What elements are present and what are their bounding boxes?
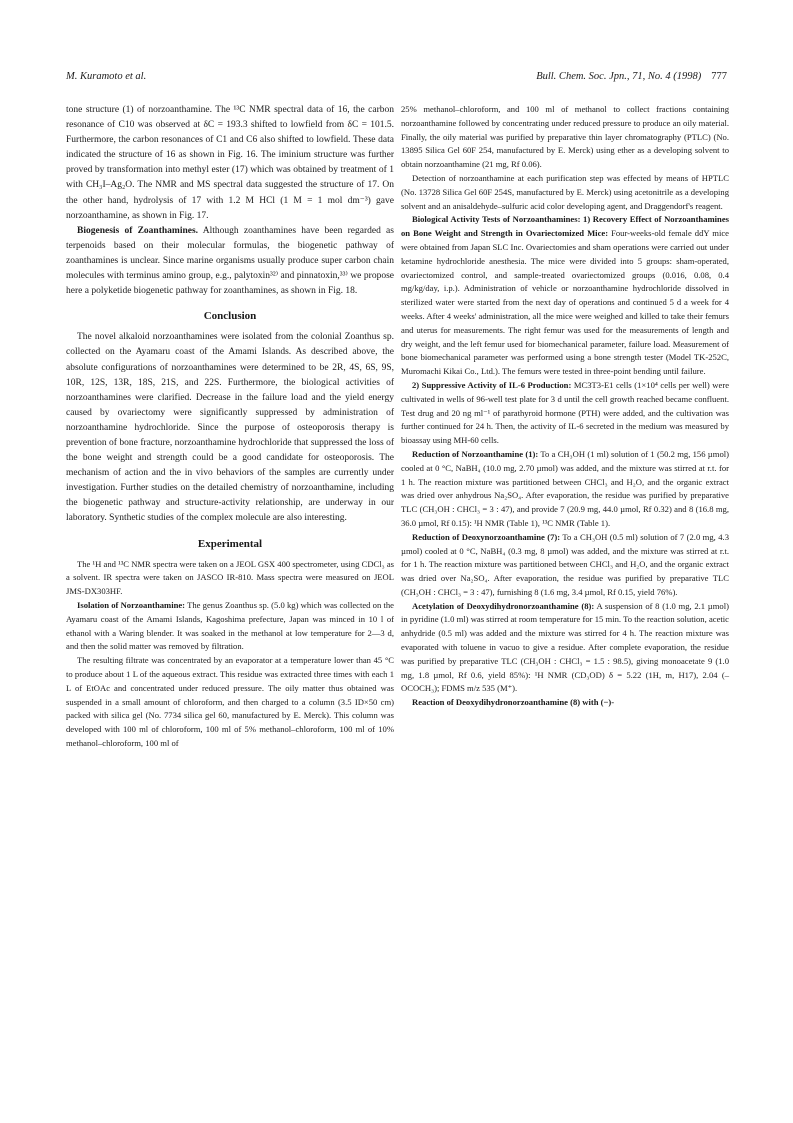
paragraph-biogenesis (66, 224, 394, 299)
section-head-bioactivity: Biological Activity Tests of Norzoanthamines: 1) Recovery Effect of Norzoanthamines on Bone Weight and Strength in Ovariectomized Mice: (401, 214, 729, 239)
paragraph-iminium: tone structure (1) of norzoanthamine. The ¹³C NMR spectral data of 16, the carbon resonance of C10 was observed at δC = 193.3 shifted to lowfield from δC = 101.5. Furthermore, the carbon resonances of C1 and C6 also shifted to lowfield. These data indicated the structure of 16 as shown in Fig. 16. The iminium structure was further proved by transformation into methyl ester (17) which was obtained by treatment of 1 with CH₃I–Ag₂O. The NMR and MS spectral data suggested the structure of 17. On the other hand, hydrolysis of 17 with 1.2 M HCl (1 M = 1 mol dm⁻³) gave norzoanthamine, as shown in Fig. 17. (66, 105, 394, 221)
section-head-reduction: Reduction of Norzoanthamine (1): (412, 448, 539, 459)
section-head-reaction: Reaction of Deoxydihydronorzoanthamine (8) with (−)- (412, 697, 615, 708)
right-column (401, 103, 729, 710)
running-head (66, 71, 727, 87)
section-head-acetylation: Acetylation of Deoxydihydronorzoanthamine (8): (412, 600, 595, 611)
section-head-il6: 2) Suppressive Activity of IL-6 Production: (412, 379, 572, 390)
paragraph-reduction-deoxy (401, 531, 729, 600)
section-head-reduction-deoxy: Reduction of Deoxynorzoanthamine (7): (412, 531, 561, 542)
il6-text: MC3T3-E1 cells (1×10⁴ cells per well) were cultivated in wells of 96-well test plate for 3 d until the cell growth reached became confluent. Test drug and 20 ng ml⁻¹ of parathyroid hormone (PTH) were added, and the cultivation was further continued for 24 h. Then, the activity of IL-6 secreted in the medium was measured by bioassay using MH-60 cells. (401, 379, 730, 446)
paragraph-reaction (401, 696, 729, 710)
biogenesis-text: Although zoanthamines have been regarded as terpenoids based on their molecular formulas, the biogenetic pathway of zoanthamines is unclear. Since marine organisms usually produce super carbon chain molecules with terminus amino group, e.g., palytoxin³²⁾ and pinnatoxin,³³⁾ we propose here a polyketide biogenetic pathway for zoanthamines, as shown in Fig. 18. (66, 225, 394, 297)
running-head-journal (536, 71, 727, 82)
running-head-authors: M. Kuramoto et al. (66, 71, 147, 82)
section-head-isolation: Isolation of Norzoanthamine: (77, 600, 186, 611)
paragraph-detection: Detection of norzoanthamine at each purification step was effected by means of HPTLC (No. 13728 Silica Gel 60F 254S, manufactured by E. Merck) using acetonitrile as a developing solvent and an anisaldehyde–sulfuric acid color developing agent, and Draggendorf's reagent. (401, 172, 729, 211)
bioactivity-text: Four-weeks-old female ddY mice were obtained from Japan SLC Inc. Ovariectomies and sham operations were carried out under ketamine hydrochloride anesthesia. The mice were divided into 5 groups: sham-operated, ovariectomized control, and sample-treated ovariectomized groups (0.016, 0.08, 0.4 mg/kg/day, i.p.). Administration of vehicle or norzoanthamine hydrochloride dissolved in sterilized water were started from the next day of operations and continued 5 d a week for 4 weeks. After 4 weeks' administration, all the mice were weighed and killed to take their femurs and uterus for measurements. The right femur was used for the measurements of length and dry weight, and the left femur used for biomechanical parameter, failure load. Measurement of bone biomechanical parameter was performed using a bone strength tester (Model TK-252C, Muromachi Kikai Co., Ltd.). The femurs were tested in three-point bending until failure. (401, 228, 729, 377)
paragraph-reduction (401, 448, 729, 531)
experimental-heading: Experimental (197, 537, 263, 550)
conclusion-heading: Conclusion (203, 310, 257, 323)
paragraph-purification-cont: 25% methanol–chloroform, and 100 ml of methanol to collect fractions containing norzoanthamine followed by concentrating under reduced pressure to produce an oily material. Finally, the oily material was purified by preparative thin layer chromatography (PTLC) (No. 13895 Silica Gel 60F 254, manufactured by E. Merck) using ether as a developing solvent to obtain norzoanthamine (21 mg, Rf 0.06). (401, 104, 729, 170)
paragraph-isolation (66, 599, 394, 654)
paragraph-acetylation (401, 600, 729, 697)
journal-citation: Bull. Chem. Soc. Jpn., 71, No. 4 (1998) (536, 71, 702, 82)
reduction-text: To a CH₃OH (1 ml) solution of 1 (50.2 mg, 156 µmol) cooled at 0 °C, NaBH₄ (10.0 mg, 2.70 µmol) was added, and the mixture was stirred at r.t. for 1 h. The reaction mixture was partitioned between CHCl₃ and H₂O, and the organic extract was dried over anhydrous Na₂SO₄. After evaporation, the residue was purified by preparative TLC (CH₃OH : CHCl₃ = 3 : 47), and provide 7 (20.9 mg, 44.0 µmol, Rf 0.32) and 8 (16.8 mg, 36.0 µmol, Rf 0.15): ¹H NMR (Table 1), ¹³C NMR (Table 1). (401, 448, 729, 528)
page-number: 777 (711, 71, 727, 82)
paragraph-filtrate: The resulting filtrate was concentrated by an evaporator at a temperature lower than 45 °C to produce about 1 L of the aqueous extract. This residue was extracted three times with each 1 L of EtOAc and concentrated under reduced pressure. The oily matter thus obtained was suspended in a small amount of chloroform, and then charged to a column (3.5 ID×50 cm) packed with silica gel (No. 7734 silica gel 60, manufactured by E. Merck). This column was developed with 100 ml of chloroform, 100 ml of 5% methanol–chloroform, 100 ml of 10% methanol–chloroform, 100 ml of (66, 655, 394, 748)
reduction-deoxy-text: To a CH₃OH (0.5 ml) solution of 7 (2.0 mg, 4.3 µmol) cooled at 0 °C, NaBH₄ (0.3 mg, 8 µmol) was added, and the mixture was stirred at r.t. for 1 h. The reaction mixture was partitioned between CHCl₃ and H₂O, and the organic extract was dried over Na₂SO₄. After evaporation, the residue was purified by preparative TLC (CH₃OH : CHCl₃ = 3 : 47), furnishing 8 (1.6 mg, 3.4 µmol, Rf 0.15, yield 76%). (401, 531, 729, 597)
section-head-biogenesis: Biogenesis of Zoanthamines. (77, 225, 199, 236)
paragraph-il6 (401, 379, 729, 448)
paragraph-experimental-intro: The ¹H and ¹³C NMR spectra were taken on a JEOL GSX 400 spectrometer, using CDCl₃ as a solvent. IR spectra were taken on JASCO IR-810. Mass spectra were measured on JEOL JMS-DX303HF. (66, 558, 394, 597)
paragraph-conclusion: The novel alkaloid norzoanthamines were isolated from the colonial Zoanthus sp. collected on the Ayamaru coast of the Amami Islands. As described above, the absolute configurations of norzoanthamines were determined to be 2R, 4S, 6S, 9S, 10R, 12S, 13R, 18S, 21S, and 22S. Furthermore, the biological activities of norzoanthamines were clarified. Decrease in the failure load and the yield energy caused by ovariectomy were significantly suppressed by administration of norzoanthamine hydrochloride. Since the purpose of osteoporosis therapy is prevention of bone fracture, norzoanthamine hydrochloride that suppressed the loss of the bone weight and strength could be a good candidate for osteoporosis. The mechanism of action and the in vivo behaviors of the samples are currently under investigation. Further studies on the detailed chemistry of norzoanthamine, including the biogenetic pathway and structure-activity relationship, are underway in our laboratory. Synthetic studies of the complex molecule are also interesting. (66, 332, 394, 524)
isolation-text: The genus Zoanthus sp. (5.0 kg) which was collected on the Ayamaru coast of the Amami Islands, Kagoshima prefecture, Japan was minced in 10 l of ethanol with a Waring blender. It was soaked in the methanol at low temperature for 2—3 d, and then the solid matter was removed by filtration. (66, 600, 394, 652)
left-column (66, 103, 394, 751)
acetylation-text: A suspension of 8 (1.0 mg, 2.1 µmol) in pyridine (1.0 ml) was stirred at room temperature for 15 min. To the reaction solution, acetic anhydride (0.5 ml) was added and the mixture was stirred for 4 h. The reaction mixture was evaporated with toluene in vacuo to give a residue. After complete evaporation, the residue was purified by preparative TLC (CH₃OH : CHCl₃ = 1.5 : 98.5), giving monoacetate 9 (1.0 mg, 1.8 µmol, Rf 0.6, yield 85%): ¹H NMR (CD₃OD) δ = 5.22 (1H, m, H17), 2.04 (–OCOCH₃); FDMS m/z 535 (M⁺). (401, 600, 729, 694)
paragraph-bioactivity (401, 213, 729, 379)
